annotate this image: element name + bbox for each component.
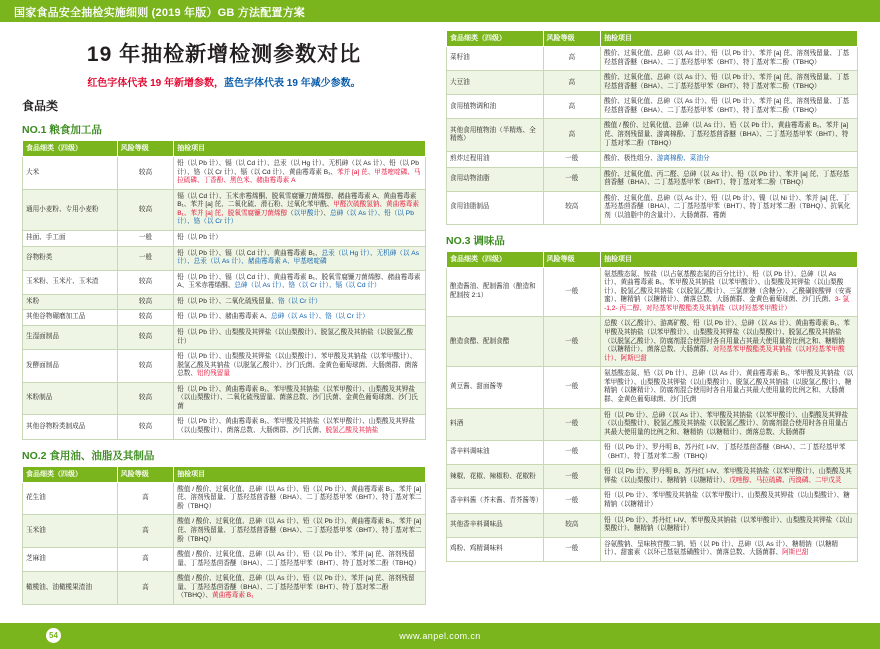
table-row [447, 317, 858, 367]
cell-risk-level: 一般 [543, 317, 600, 367]
table-row [23, 294, 426, 310]
cell-risk-level: 较高 [117, 294, 173, 310]
cell-test-items: 铅（以 Pb 计）、罗丹明 B、苏丹红 I-IV、苯甲酸及其钠盐（以苯甲酸计）、山梨酸及其钾盐（以山梨酸计）、糖精钠（以糖精计）、戊唑醇、马拉硫磷、丙溴磷、二甲戊灵 [601, 465, 858, 489]
cell-food-category: 其他谷物粉类制成品 [23, 415, 118, 439]
cell-risk-level: 高 [117, 515, 173, 548]
section-heading: NO.3 调味品 [446, 234, 505, 247]
cell-food-category: 食用动物油脂 [447, 167, 544, 191]
table-header-2: 风险等级 [117, 141, 173, 157]
table-row [447, 537, 858, 561]
cell-risk-level: 较高 [543, 513, 600, 537]
table-row [447, 408, 858, 441]
parameter-table [22, 466, 426, 605]
table-row [447, 267, 858, 317]
cell-food-category: 鸡粉、鸡精调味料 [447, 537, 544, 561]
cell-food-category: 菜籽油 [447, 47, 544, 71]
cell-test-items: 铅（以 Pb 计）、黄曲霉毒素 B₁、苯甲酸及其钠盐（以苯甲酸计）、山梨酸及其钾盐（以山梨酸计）、二氧化硫残留量、菌落总数、沙门氏菌、金黄色葡萄球菌、沙门氏菌 [174, 382, 426, 415]
cell-test-items: 酸值 / 酸价、过氧化值、总砷（以 As 计）、铅（以 Pb 计）、黄曲霉毒素 B₁、苯并 [a] 芘、溶剂残留量、丁基羟基茴香醚（BHA）、二丁基羟基甲苯（BHT）、特丁基对苯二酚（TBHQ） [174, 515, 426, 548]
cell-food-category: 其他香辛料调味品 [447, 513, 544, 537]
table-header-3: 抽检项目 [601, 31, 858, 47]
cell-test-items: 铅（以 Pb 计）、苏丹红 I-IV、苯甲酸及其钠盐（以苯甲酸计）、山梨酸及其钾盐（以山梨酸计）、糖精钠（以糖精计） [601, 513, 858, 537]
right-column [446, 30, 858, 562]
cell-risk-level: 一般 [543, 408, 600, 441]
cell-risk-level: 较高 [117, 189, 173, 230]
cell-food-category: 谷物粉类 [23, 246, 118, 270]
cell-test-items: 铅（以 Pb 计）、赭曲霉毒素 A、总砷（以 As 计）、铬（以 Cr 计） [174, 310, 426, 326]
table-row [23, 572, 426, 605]
cell-test-items: 铅（以 Pb 计）、总砷（以 As 计）、苯甲酸及其钠盐（以苯甲酸计）、山梨酸及其钾盐（以山梨酸计）、脱氢乙酸及其钠盐（以脱氢乙酸计）、防腐剂混合使用时各自用量占其最大使用量的比例之和、糖精钠（以糖精计）、菌落总数、大肠菌群 [601, 408, 858, 441]
table-header-2: 风险等级 [543, 251, 600, 267]
cell-test-items: 氨基酸态氮、铅（以 Pb 计）、总砷（以 As 计）、黄曲霉毒素 B₁、苯甲酸及其钠盐（以苯甲酸计）、山梨酸及其钾盐（以山梨酸计）、脱氢乙酸及其钠盐（以脱氢乙酸计）、糖精钠（以糖精计）、防腐剂混合使用时各自用量占其最大使用量的比例之和、大肠菌群、金黄色葡萄球菌、沙门氏菌 [601, 367, 858, 408]
table-header-1: 食品细类（四级） [447, 31, 544, 47]
parameter-table [446, 30, 858, 225]
cell-risk-level: 较高 [117, 350, 173, 383]
parameter-table [446, 251, 858, 562]
cell-food-category: 料酒 [447, 408, 544, 441]
table-row [447, 71, 858, 95]
right-sections [446, 30, 858, 562]
table-header-3: 抽检项目 [174, 141, 426, 157]
cell-risk-level: 高 [543, 47, 600, 71]
table-header-2: 风险等级 [543, 31, 600, 47]
table-row [23, 246, 426, 270]
category-label: 食品类 [22, 99, 59, 113]
table-row [447, 513, 858, 537]
cell-test-items: 酸价、过氧化值、丙二醛、总砷（以 As 计）、铅（以 Pb 计）、苯并 [a] 芘、丁基羟基茴香醚（BHA）、二丁基羟基甲苯（BHT）、特丁基对苯二酚（TBHQ） [601, 167, 858, 191]
table-row [23, 382, 426, 415]
cell-test-items: 总酸（以乙酸计）、游离矿酸、铅（以 Pb 计）、总砷（以 As 计）、黄曲霉毒素 B₁、苯甲酸及其钠盐（以苯甲酸计）、山梨酸及其钾盐（以山梨酸计）、脱氢乙酸及其钠盐（以脱氢乙酸计）、防腐剂混合使用时各自用量占其最大使用量的比例之和、糖精钠（以糖精计）、菌落总数、大肠菌群、对羟基苯甲酸酯类及其钠盐（以对羟基苯甲酸计）、阿斯巴甜 [601, 317, 858, 367]
cell-food-category: 食用植物调和油 [447, 95, 544, 119]
table-row [447, 465, 858, 489]
cell-food-category: 生湿面制品 [23, 325, 118, 349]
cell-risk-level: 较高 [117, 310, 173, 326]
cell-test-items: 铅（以 Pb 计）、苯甲酸及其钠盐（以苯甲酸计）、山梨酸及其钾盐（以山梨酸计）、糖精钠（以糖精计） [601, 489, 858, 513]
cell-food-category: 黄豆酱、甜面酱等 [447, 367, 544, 408]
table-row [447, 367, 858, 408]
section-heading: NO.2 食用油、油脂及其制品 [22, 449, 155, 462]
table-header-1: 食品细类（四级） [447, 251, 544, 267]
cell-test-items: 铅（以 Pb 计）、镉（以 Cd 计）、黄曲霉毒素 B₁、脱氧雪腐镰刀菌烯醇、赭曲霉毒素 A、玉米赤霉烯酮、总砷（以 As 计）、铬（以 Cr 计）、镉（以 Cd 计） [174, 270, 426, 294]
left-column [22, 30, 426, 605]
header-bar [0, 0, 880, 22]
cell-food-category: 香辛料酱（芥末酱、青芥酱等） [447, 489, 544, 513]
cell-test-items: 酸价、过氧化值、总砷（以 As 计）、铅（以 Pb 计）、镍（以 Ni 计）、苯并 [a] 芘、丁基羟基茴香醚（BHA）、二丁基羟基甲苯（BHT）、特丁基对苯二酚（TBHQ）、抗氧化剂（以油脂中的含量计）、大肠菌群、霉菌 [601, 191, 858, 224]
cell-risk-level: 较高 [543, 191, 600, 224]
cell-test-items: 铅（以 Pb 计）、镉（以 Cd 计）、总汞（以 Hg 计）、无机砷（以 As 计）、铅（以 Pb 计）、铬（以 Cr 计）、镉（以 Cd 计）、黄曲霉毒素 B₁、苯并 [a] 芘、甲基嘧啶磷、马拉硫磷、丁香酚、黑色米、赭曲霉毒素 A [174, 157, 426, 190]
left-sections [22, 122, 426, 605]
cell-food-category: 酿造酱油、配制酱油（酿造和配制按 2:1） [447, 267, 544, 317]
table-row [447, 95, 858, 119]
table-header-2: 风险等级 [117, 466, 173, 482]
cell-risk-level: 高 [543, 95, 600, 119]
table-row [23, 482, 426, 515]
cell-risk-level: 一般 [543, 167, 600, 191]
page-title: 19 年抽检新增检测参数对比 [86, 43, 362, 66]
cell-test-items: 酸价、极性组分、游离棉酚、菜油分 [601, 152, 858, 168]
cell-risk-level: 高 [117, 572, 173, 605]
cell-food-category: 食用油脂制品 [447, 191, 544, 224]
cell-food-category: 发酵面制品 [23, 350, 118, 383]
cell-risk-level: 一般 [543, 152, 600, 168]
cell-food-category: 辣椒、花椒、辣椒粉、花椒粉 [447, 465, 544, 489]
cell-food-category: 煎炸过程用油 [447, 152, 544, 168]
cell-food-category: 其他谷物碾磨加工品 [23, 310, 118, 326]
table-row [447, 441, 858, 465]
cell-food-category: 大豆油 [447, 71, 544, 95]
cell-food-category: 其他食用植物油（半精炼、全精炼） [447, 119, 544, 152]
table-row [23, 270, 426, 294]
cell-test-items: 铅（以 Pb 计）、山梨酸及其钾盐（以山梨酸计）、脱氢乙酸及其钠盐（以脱氢乙酸计） [174, 325, 426, 349]
cell-risk-level: 较高 [117, 270, 173, 294]
cell-test-items: 酸值 / 酸价、过氧化值、总砷（以 As 计）、铅（以 Pb 计）、黄曲霉毒素 B₁、苯并 [a] 芘、溶剂残留量、游离棉酚、丁基羟基茴香醚（BHA）、二丁基羟基甲苯（BHT）、特丁基对苯二酚（TBHQ） [601, 119, 858, 152]
subtitle-blue: 蓝色字体代表 19 年减少参数。 [224, 78, 361, 89]
cell-risk-level: 高 [117, 548, 173, 572]
cell-risk-level: 一般 [543, 537, 600, 561]
table-row [23, 415, 426, 439]
table-header-3: 抽检项目 [174, 466, 426, 482]
table-row [447, 119, 858, 152]
cell-test-items: 氨基酸态氮、铵盐（以占氨基酸态氮的百分比计）、铅（以 Pb 计）、总砷（以 As 计）、黄曲霉毒素 B₁、苯甲酸及其钠盐（以苯甲酸计）、山梨酸及其钾盐（以山梨酸计）、脱氢乙酸及其钠盐（以脱氢乙酸计）、三氯蔗糖（含糖分）、乙酰磺胺酸钾（安赛蜜）、糖精钠（以糖精计）、菌落总数、大肠菌群、金黄色葡萄球菌、沙门氏菌、3- 氯 -1,2- 丙二醇、对羟基苯甲酸酯类及其钠盐（以对羟基苯甲酸计） [601, 267, 858, 317]
table-header-1: 食品细类（四级） [23, 141, 118, 157]
cell-food-category: 大米 [23, 157, 118, 190]
table-header-1: 食品细类（四级） [23, 466, 118, 482]
table-row [447, 152, 858, 168]
cell-test-items: 酸值 / 酸价、过氧化值、总砷（以 As 计）、铅（以 Pb 计）、苯并 [a] 芘、溶剂残留量、丁基羟基茴香醚（BHA）、二丁基羟基甲苯（BHT）、特丁基对苯二酚（TBHQ）、黄曲霉毒素 B₁ [174, 572, 426, 605]
table-row [447, 47, 858, 71]
cell-food-category: 玉米粉、玉米片、玉米渣 [23, 270, 118, 294]
header-title: 国家食品安全抽检实施细则 (2019 年版）GB 方法配置方案 [14, 7, 306, 19]
cell-food-category: 花生油 [23, 482, 118, 515]
cell-risk-level: 高 [543, 71, 600, 95]
cell-risk-level: 一般 [543, 267, 600, 317]
cell-risk-level: 较高 [117, 325, 173, 349]
cell-food-category: 通用小麦粉、专用小麦粉 [23, 189, 118, 230]
cell-test-items: 镉（以 Cd 计）、玉米赤霉烯酮、脱氧雪腐镰刀菌烯醇、赭曲霉毒素 A、黄曲霉毒素 B₁、苯并 [a] 芘、二氧化硫、滑石粉、过氧化苯甲酰、甲醛次硫酸氢钠、黄曲霉毒素 B₁、苯并 [a] 芘、脱氧雪腐镰刀菌烯醇（以甲酸计）、总砷（以 As 计）、铅（以 Pb 计）、铬（以 Cr 计） [174, 189, 426, 230]
cell-food-category: 酿造食醋、配制食醋 [447, 317, 544, 367]
table-row [447, 167, 858, 191]
footer-url: www.anpel.com.cn [399, 631, 481, 641]
cell-test-items: 酸价、过氧化值、总砷（以 As 计）、铅（以 Pb 计）、苯并 [a] 芘、溶剂残留量、丁基羟基茴香醚（BHA）、二丁基羟基甲苯（BHT）、特丁基对苯二酚（TBHQ） [601, 71, 858, 95]
cell-test-items: 酸价、过氧化值、总砷（以 As 计）、铅（以 Pb 计）、苯并 [a] 芘、溶剂残留量、丁基羟基茴香醚（BHA）、二丁基羟基甲苯（BHT）、特丁基对苯二酚（TBHQ） [601, 47, 858, 71]
cell-food-category: 米粉制品 [23, 382, 118, 415]
cell-food-category: 芝麻油 [23, 548, 118, 572]
table-row [23, 548, 426, 572]
cell-risk-level: 一般 [117, 246, 173, 270]
cell-test-items: 铅（以 Pb 计）、镉（以 Cd 计）、黄曲霉毒素 B₁、总汞（以 Hg 计）、无机砷（以 As 计）、总汞（以 As 计）、赭曲霉毒素 A、甲基嘧啶磷 [174, 246, 426, 270]
table-header-3: 抽检项目 [601, 251, 858, 267]
cell-test-items: 铅（以 Pb 计）、黄曲霉毒素 B₁、苯甲酸及其钠盐（以苯甲酸计）、山梨酸及其钾盐（以山梨酸计）、菌落总数、大肠菌群、沙门氏菌、脱氢乙酸及其钠盐 [174, 415, 426, 439]
cell-risk-level: 一般 [543, 465, 600, 489]
cell-food-category: 米粉 [23, 294, 118, 310]
cell-risk-level: 一般 [543, 367, 600, 408]
cell-risk-level: 高 [543, 119, 600, 152]
cell-food-category: 玉米油 [23, 515, 118, 548]
subtitle-red: 红色字体代表 19 年新增参数， [87, 78, 224, 89]
cell-test-items: 铅（以 Pb 计）、山梨酸及其钾盐（以山梨酸计）、苯甲酸及其钠盐（以苯甲酸计）、脱氢乙酸及其钠盐（以脱氢乙酸计）、沙门氏菌、金黄色葡萄球菌、大肠菌群、菌落总数、铝的残留量 [174, 350, 426, 383]
cell-risk-level: 高 [117, 482, 173, 515]
cell-risk-level: 一般 [543, 489, 600, 513]
page-subtitle [22, 74, 426, 89]
cell-test-items: 酸值 / 酸价、过氧化值、总砷（以 As 计）、铅（以 Pb 计）、苯并 [a] 芘、溶剂残留量、丁基羟基茴香醚（BHA）、二丁基羟基甲苯（BHT）、特丁基对苯二酚（TBHQ） [174, 548, 426, 572]
cell-test-items: 铅（以 Pb 计）、二氧化硫残留量、铬（以 Cr 计） [174, 294, 426, 310]
cell-test-items: 铅（以 Pb 计）、罗丹明 B、苏丹红 I-IV、丁基羟基茴香醚（BHA）、二丁基羟基甲苯（BHT）、特丁基对苯二酚（TBHQ） [601, 441, 858, 465]
cell-risk-level: 一般 [543, 441, 600, 465]
table-row [23, 515, 426, 548]
page-number: 54 [46, 628, 61, 643]
cell-food-category: 挂面、手工面 [23, 231, 118, 247]
table-row [23, 350, 426, 383]
table-row [447, 191, 858, 224]
cell-test-items: 铅（以 Pb 计） [174, 231, 426, 247]
table-row [23, 325, 426, 349]
cell-risk-level: 较高 [117, 157, 173, 190]
cell-test-items: 谷氨酸钠、呈味核苷酸二钠、铅（以 Pb 计）、总砷（以 As 计）、糖精钠（以糖精计）、甜蜜素（以环己基氨基磺酸计）、菌落总数、大肠菌群、阿斯巴甜 [601, 537, 858, 561]
table-row [23, 310, 426, 326]
cell-food-category: 香辛料调味油 [447, 441, 544, 465]
table-row [23, 157, 426, 190]
cell-food-category: 橄榄油、油橄榄果渣油 [23, 572, 118, 605]
cell-risk-level: 较高 [117, 415, 173, 439]
cell-test-items: 酸值 / 酸价、过氧化值、总砷（以 As 计）、铅（以 Pb 计）、黄曲霉毒素 B₁、苯并 [a] 芘、溶剂残留量、丁基羟基茴香醚（BHA）、二丁基羟基甲苯（BHT）、特丁基对苯二酚（TBHQ） [174, 482, 426, 515]
table-row [23, 189, 426, 230]
table-row [23, 231, 426, 247]
cell-risk-level: 较高 [117, 382, 173, 415]
table-row [447, 489, 858, 513]
cell-risk-level: 一般 [117, 231, 173, 247]
parameter-table [22, 140, 426, 440]
section-heading: NO.1 粮食加工品 [22, 124, 102, 136]
cell-test-items: 酸价、过氧化值、总砷（以 As 计）、铅（以 Pb 计）、苯并 [a] 芘、溶剂残留量、丁基羟基茴香醚（BHA）、二丁基羟基甲苯（BHT）、特丁基对苯二酚（TBHQ） [601, 95, 858, 119]
